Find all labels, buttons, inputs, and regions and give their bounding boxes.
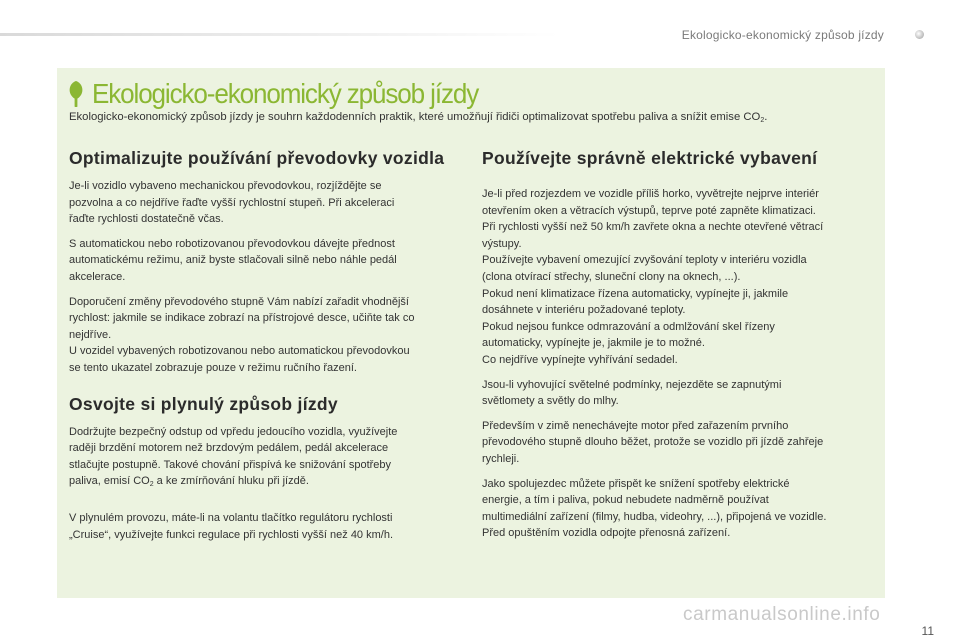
paragraph-text: Dodržujte bezpečný odstup od vpředu jedoucího vozidla, využívejte raději brzdění motorem než brzdovým pedálem, pedál akcelerace stlačujte postupně. Takové chování přispívá ke snižování spotřeby paliva, emisí CO — [69, 425, 398, 488]
page-number: 11 — [921, 624, 934, 638]
paragraph: Doporučení změny převodového stupně Vám nabízí zařadit vhodnější rychlost: jakmile se indikace zobrazí na přístrojové desce, učiňte tak co nejdříve. U vozidel vybavených robotizovanou nebo automatickou převodovkou se tento ukazatel zobrazuje pouze v režimu ručního řazení. — [69, 295, 415, 374]
header-rule — [0, 33, 560, 36]
paragraph — [69, 424, 461, 494]
section-heading-electrical: Používejte správně elektrické vybavení — [482, 148, 818, 168]
intro-text-end: . — [764, 111, 768, 123]
intro-text-main: Ekologicko-ekonomický způsob jízdy je souhrn každodenních praktik, které umožňují řidiči optimalizovat spotřebu paliva a snížit emise CO — [69, 111, 761, 123]
watermark: carmanualsonline.info — [683, 604, 881, 625]
paragraph: Jako spolujezdec můžete přispět ke snížení spotřeby elektrické energie, a tím i paliva, pokud nebudete nadměrně používat multimediální zařízení (filmy, hudba, videohry, ...), připojená ve vozidle. Před opuštěním vozidla odpojte přenosná zařízení. — [482, 477, 827, 540]
intro-subscript: 2 — [760, 117, 765, 124]
section-heading-gearbox: Optimalizujte používání převodovky vozidla — [69, 148, 445, 168]
paragraph: Jsou-li vyhovující světelné podmínky, nejezděte se zapnutými světlomety a světly do mlhy. — [482, 378, 782, 408]
paragraph: Je-li vozidlo vybaveno mechanickou převodovkou, rozjíždějte se pozvolna a co nejdříve řaďte vyšší rychlostní stupeň. Při akceleraci řaďte rychlosti dostatečně včas. — [69, 180, 395, 226]
page-title — [68, 78, 507, 110]
paragraph: S automatickou nebo robotizovanou převodovkou dávejte přednost automatickému režimu, aniž byste stlačovali silně nebo náhle pedál akcelerace. — [69, 237, 397, 283]
section-heading-smooth-driving: Osvojte si plynulý způsob jízdy — [69, 393, 338, 414]
right-column — [482, 149, 874, 550]
left-column — [69, 149, 461, 551]
paragraph: Především v zimě nenechávejte motor před zařazením prvního převodového stupně dlouho běžet, protože se vozidlo při jízdě zahřeje rychleji. — [482, 419, 824, 465]
page-title-text: Ekologicko-ekonomický způsob jízdy — [92, 78, 479, 109]
paragraph: V plynulém provozu, máte-li na volantu tlačítko regulátoru rychlosti „Cruise“, využívejte funkci regulace při rychlosti vyšší než 40 km/h. — [69, 511, 394, 541]
corner-dot-icon — [915, 30, 924, 39]
paragraph: Je-li před rozjezdem ve vozidle příliš horko, vyvětrejte nejprve interiér otevřením oken a větracích výstupů, teprve poté zapněte klimatizaci. Při rychlosti vyšší než 50 km/h zavřete okna a nechte otevřené větrací výstupy. Používejte vybavení omezující zvyšování teploty v interiéru vozidla (clona otvírací střechy, sluneční clony na oknech, ...). Pokud není klimatizace řízena automaticky, vypínejte ji, jakmile dosáhnete v interiéru požadované teploty. Pokud nejsou funkce odmrazování a odmlžování skel řízeny automaticky, vypínejte je, jakmile je to možné. Co nejdříve vypínejte vyhřívání sedadel. — [482, 188, 824, 366]
leaf-icon — [68, 80, 84, 108]
subscript: 2 — [149, 481, 154, 489]
intro-text — [69, 111, 879, 124]
paragraph-text-end: a ke zmírňování hluku při jízdě. — [153, 475, 309, 488]
header-title: Ekologicko-ekonomický způsob jízdy — [681, 28, 884, 42]
